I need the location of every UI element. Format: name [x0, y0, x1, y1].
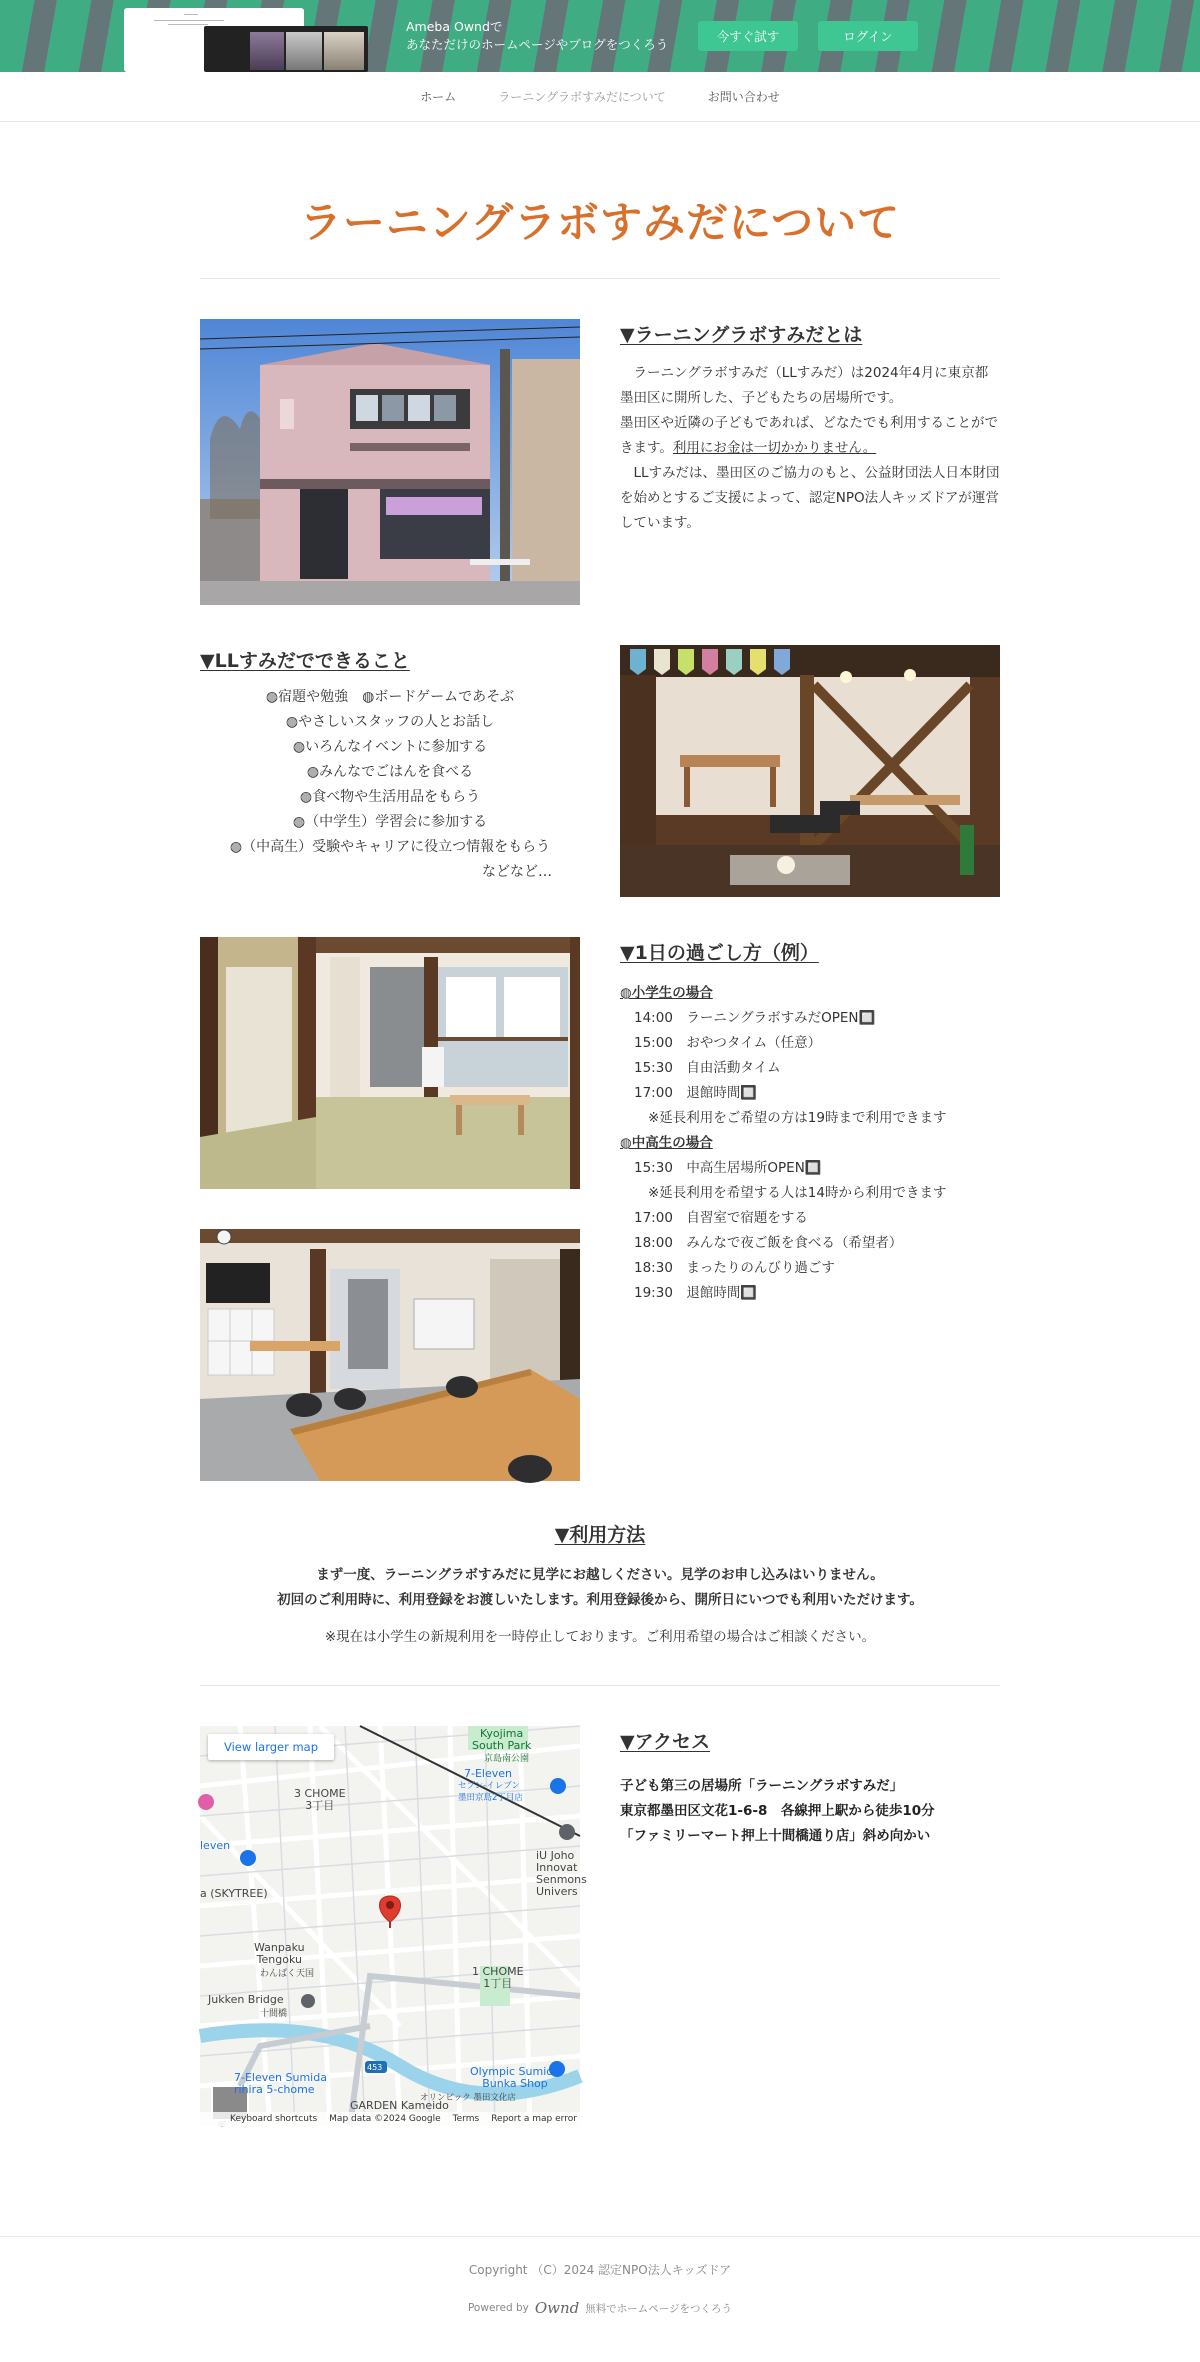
- ownd-logo[interactable]: Ownd: [534, 2299, 580, 2317]
- powered-by-label: Powered by: [467, 2302, 529, 2314]
- access-line-2: 東京都墨田区文花1-6-8 各線押上駅から徒歩10分: [620, 1803, 935, 1819]
- interior-photo-1: [620, 645, 1000, 897]
- schedule-note: ※延長利用を希望する人は14時から利用できます: [648, 1185, 947, 1201]
- map-label: Jukken Bridge: [208, 1993, 284, 2006]
- map-label: Olympic Sumida Bunka Shop: [470, 2065, 560, 2090]
- schedule-item: 15:00 おやつタイム（任意）: [634, 1035, 822, 1051]
- activity-item: ◍みんなでごはんを食べる: [306, 764, 474, 780]
- map-label: Kyojima South Park: [472, 1727, 532, 1752]
- schedule-text: [620, 937, 1000, 1481]
- elementary-heading: ◍小学生の場合: [620, 985, 713, 1001]
- activity-item: ◍いろんなイベントに参加する: [292, 739, 488, 755]
- map-label: 7-Eleven: [464, 1767, 512, 1780]
- activity-etc: などなど…: [482, 864, 552, 880]
- schedule-item: 18:00 みんなで夜ご飯を食べる（希望者）: [634, 1235, 903, 1251]
- schedule-item: 17:00 自習室で宿題をする: [634, 1210, 808, 1226]
- access-line-1: 子ども第三の居場所「ラーニングラボすみだ」: [620, 1778, 904, 1794]
- about-paragraph-2a: 墨田区や近隣の子どもであれば、どなたでも利用することができます。: [620, 415, 998, 456]
- schedule-photos: [200, 937, 580, 1481]
- google-map[interactable]: [200, 1726, 587, 2126]
- access-section: [200, 1726, 1000, 2126]
- copyright-text: Copyright （C）2024 認定NPO法人キッズドア: [468, 2263, 732, 2277]
- usage-heading: ▼利用方法: [554, 1524, 646, 1546]
- map-label: GARDEN Kameido: [350, 2099, 449, 2112]
- map-label: 3 CHOME 3丁目: [294, 1787, 346, 1812]
- tatami-room-photo: [200, 937, 580, 1189]
- map-label: 7-Eleven Sumida rihira 5-chome: [234, 2071, 327, 2096]
- login-button[interactable]: ログイン: [818, 21, 918, 51]
- activity-item: ◍（中学生）学習会に参加する: [292, 814, 488, 830]
- schedule-item: 17:00 退館時間🔲: [634, 1085, 758, 1101]
- schedule-item: 19:30 退館時間🔲: [634, 1285, 758, 1301]
- activities-text: [200, 645, 580, 897]
- map-label: 1 CHOME 1丁目: [472, 1965, 524, 1990]
- map-label: iU Joho Innovat Senmons Univers: [536, 1849, 587, 1898]
- map-label: 京島南公園: [484, 1754, 530, 1764]
- route-shield: 453: [367, 2063, 383, 2072]
- activity-item: ◍宿題や勉強 ◍ボードゲームであそぶ: [265, 689, 515, 705]
- report-error-link[interactable]: Report a map error: [491, 2114, 577, 2124]
- terms-link[interactable]: Terms: [452, 2114, 480, 2124]
- about-paragraph-2: [620, 411, 1000, 461]
- map-label: 十間橋: [260, 2009, 288, 2019]
- about-heading: ▼ラーニングラボすみだとは: [620, 324, 863, 346]
- map-label: わんぱく天国: [260, 1969, 315, 1979]
- about-paragraph-1: ラーニングラボすみだ（LLすみだ）は2024年4月に東京都墨田区に開所した、子どもたちの居場所です。: [620, 365, 989, 406]
- banner-text: [406, 18, 676, 54]
- schedule-heading: ▼1日の過ごし方（例）: [620, 942, 819, 964]
- main-content: [200, 122, 1000, 2126]
- access-line-3: 「ファミリーマート押上十間橋通り店」斜め向かい: [620, 1828, 931, 1844]
- map-attribution: [200, 2112, 580, 2126]
- powered-by[interactable]: [0, 2299, 1200, 2329]
- nav-item-about[interactable]: ラーニングラボすみだについて: [498, 90, 666, 104]
- schedule-section: [200, 937, 1000, 1481]
- dining-room-photo: [200, 1229, 580, 1481]
- banner-line-2: あなただけのホームページやブログをつくろう: [406, 37, 669, 52]
- divider: [200, 278, 1000, 279]
- about-text: [620, 319, 1000, 605]
- nav-item-home[interactable]: ホーム: [420, 90, 457, 104]
- schedule-item: 18:30 まったりのんびり過ごす: [634, 1260, 835, 1276]
- map-data-text: Map data ©2024 Google: [329, 2114, 441, 2124]
- map-label: オリンピック 墨田文化店: [420, 2093, 516, 2103]
- about-paragraph-3: LLすみだは、墨田区のご協力のもと、公益財団法人日本財団を始めとするご支援によって、認定NPO法人キッズドアが運営しています。: [620, 465, 1000, 531]
- activities-heading: ▼LLすみだでできること: [200, 650, 410, 672]
- schedule-item: 15:30 自由活動タイム: [634, 1060, 781, 1076]
- schedule-item: 15:30 中高生居場所OPEN🔲: [634, 1160, 822, 1176]
- nav-item-contact[interactable]: お問い合わせ: [707, 90, 780, 104]
- schedule-item: 14:00 ラーニングラボすみだOPEN🔲: [634, 1010, 876, 1026]
- access-heading: ▼アクセス: [620, 1731, 711, 1753]
- view-larger-map-link[interactable]: View larger map: [208, 1734, 334, 1760]
- activity-item: ◍食べ物や生活用品をもらう: [299, 789, 481, 805]
- map-label: セブン-イレブン 墨田京島2丁目店: [458, 1781, 523, 1803]
- secondary-heading: ◍中高生の場合: [620, 1135, 713, 1151]
- template-preview-image: [124, 0, 374, 72]
- access-text: [620, 1726, 1000, 2126]
- try-now-button[interactable]: 今すぐ試す: [698, 21, 798, 51]
- usage-section: [200, 1521, 1000, 1645]
- divider: [200, 1685, 1000, 1686]
- schedule-note: ※延長利用をご希望の方は19時まで利用できます: [648, 1110, 947, 1126]
- about-section: [200, 319, 1000, 605]
- usage-line-2: 初回のご利用時に、利用登録をお渡しいたします。利用登録後から、開所日にいつでも利用いただけます。: [277, 1592, 923, 1608]
- activities-section: [200, 645, 1000, 897]
- activity-item: ◍やさしいスタッフの人とお話し: [285, 714, 495, 730]
- map-label: leven: [200, 1839, 231, 1852]
- building-photo: [200, 319, 580, 605]
- footer-tagline[interactable]: 無料でホームページをつくろう: [585, 2302, 733, 2315]
- map-label: a (SKYTREE): [200, 1887, 268, 1900]
- free-of-charge-note: 利用にお金は一切かかりません。: [672, 440, 877, 456]
- usage-line-1: まず一度、ラーニングラボすみだに見学にお越しください。見学のお申し込みはいりません。: [316, 1567, 884, 1583]
- usage-note: ※現在は小学生の新規利用を一時停止しております。ご利用希望の場合はご相談ください。: [324, 1629, 876, 1645]
- keyboard-shortcuts-link[interactable]: Keyboard shortcuts: [230, 2114, 318, 2124]
- banner-line-1: Ameba Owndで: [406, 19, 503, 34]
- map-label: Wanpaku Tengoku: [254, 1941, 305, 1966]
- activity-item: ◍（中高生）受験やキャリアに役立つ情報をもらう: [229, 839, 551, 855]
- global-nav: [0, 72, 1200, 122]
- page-title: ラーニングラボすみだについて: [299, 198, 901, 247]
- ameba-promo-banner: [0, 0, 1200, 72]
- site-footer: [0, 2236, 1200, 2329]
